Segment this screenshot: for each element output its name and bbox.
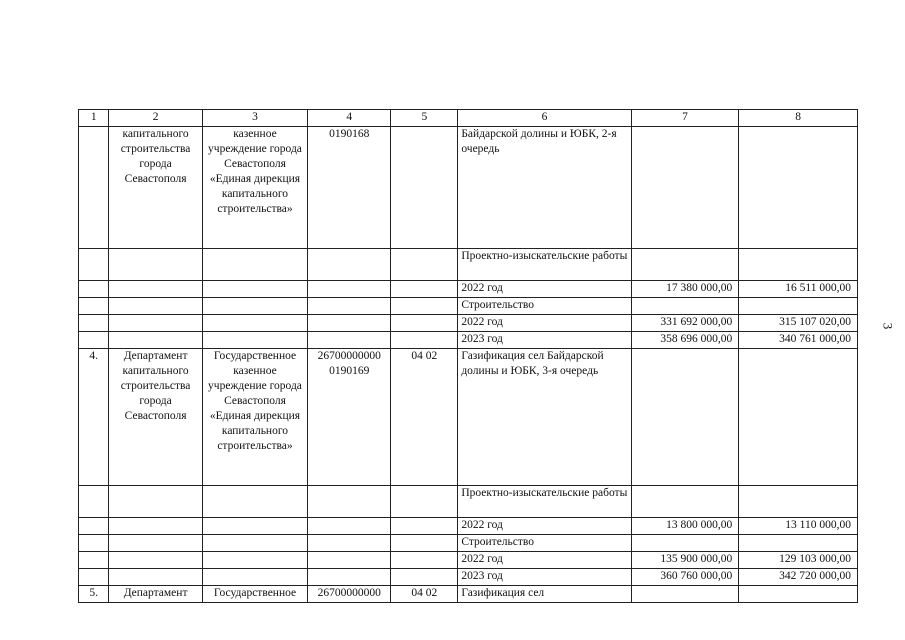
amount-col7: 360 760 000,00 bbox=[631, 569, 739, 586]
amount-col8: 13 110 000,00 bbox=[739, 518, 858, 535]
construction-label: Строительство bbox=[458, 298, 631, 315]
year-cell: 2022 год bbox=[458, 315, 631, 332]
amount-col7: 13 800 000,00 bbox=[631, 518, 739, 535]
header-row bbox=[79, 110, 858, 127]
section-code-cell: 04 02 bbox=[391, 349, 458, 486]
object-name-cell: Газификация сел Байдарской долины и ЮБК, 3-я очередь bbox=[458, 349, 631, 486]
header-col-2: 2 bbox=[109, 110, 202, 127]
table-row bbox=[79, 298, 858, 315]
table-row bbox=[79, 535, 858, 552]
department-cell: Департамент капитального строительства города Севастополя bbox=[109, 349, 202, 486]
year-cell: 2022 год bbox=[458, 518, 631, 535]
header-col-8: 8 bbox=[739, 110, 858, 127]
header-col-5: 5 bbox=[391, 110, 458, 127]
section-code-cell: 04 02 bbox=[391, 586, 458, 603]
header-col-4: 4 bbox=[308, 110, 391, 127]
header-col-3: 3 bbox=[202, 110, 307, 127]
code-cell: 0190168 bbox=[308, 127, 391, 249]
year-cell: 2022 год bbox=[458, 281, 631, 298]
year-cell: 2022 год bbox=[458, 552, 631, 569]
institution-cell: Государственное bbox=[202, 586, 307, 603]
year-cell: 2023 год bbox=[458, 332, 631, 349]
amount-col7: 358 696 000,00 bbox=[631, 332, 739, 349]
amount-col8: 16 511 000,00 bbox=[739, 281, 858, 298]
table-row bbox=[79, 127, 858, 249]
construction-label: Строительство bbox=[458, 535, 631, 552]
institution-cell: Государственное казенное учреждение города Севастополя «Единая дирекция капитального строительства» bbox=[202, 349, 307, 486]
institution-cell: казенное учреждение города Севастополя «Единая дирекция капитального строительства» bbox=[202, 127, 307, 249]
object-name-cell: Газификация сел bbox=[458, 586, 631, 603]
table-row bbox=[79, 249, 858, 281]
code-cell: 26700000000 bbox=[308, 586, 391, 603]
table-row bbox=[79, 332, 858, 349]
amount-col7: 17 380 000,00 bbox=[631, 281, 739, 298]
row-number: 5. bbox=[79, 586, 109, 603]
amount-col7: 135 900 000,00 bbox=[631, 552, 739, 569]
header-col-7: 7 bbox=[631, 110, 739, 127]
table-row bbox=[79, 486, 858, 518]
amount-col8: 129 103 000,00 bbox=[739, 552, 858, 569]
pir-label: Проектно-изыскательские работы bbox=[458, 249, 631, 281]
table-row bbox=[79, 281, 858, 298]
page-number: 3 bbox=[880, 322, 896, 330]
year-cell: 2023 год bbox=[458, 569, 631, 586]
header-col-6: 6 bbox=[458, 110, 631, 127]
amount-col8: 342 720 000,00 bbox=[739, 569, 858, 586]
table-row bbox=[79, 569, 858, 586]
table-row bbox=[79, 315, 858, 332]
department-cell: Департамент bbox=[109, 586, 202, 603]
table-row bbox=[79, 518, 858, 535]
amount-col8: 315 107 020,00 bbox=[739, 315, 858, 332]
amount-col7: 331 692 000,00 bbox=[631, 315, 739, 332]
amount-col8: 340 761 000,00 bbox=[739, 332, 858, 349]
table-row bbox=[79, 349, 858, 486]
object-name-cell: Байдарской долины и ЮБК, 2-я очередь bbox=[458, 127, 631, 249]
department-cell: капитального строительства города Севастополя bbox=[109, 127, 202, 249]
budget-table bbox=[78, 109, 858, 603]
table-row bbox=[79, 586, 858, 603]
table-row bbox=[79, 552, 858, 569]
row-number: 4. bbox=[79, 349, 109, 486]
header-col-1: 1 bbox=[79, 110, 109, 127]
pir-label: Проектно-изыскательские работы bbox=[458, 486, 631, 518]
code-cell: 26700000000 0190169 bbox=[308, 349, 391, 486]
